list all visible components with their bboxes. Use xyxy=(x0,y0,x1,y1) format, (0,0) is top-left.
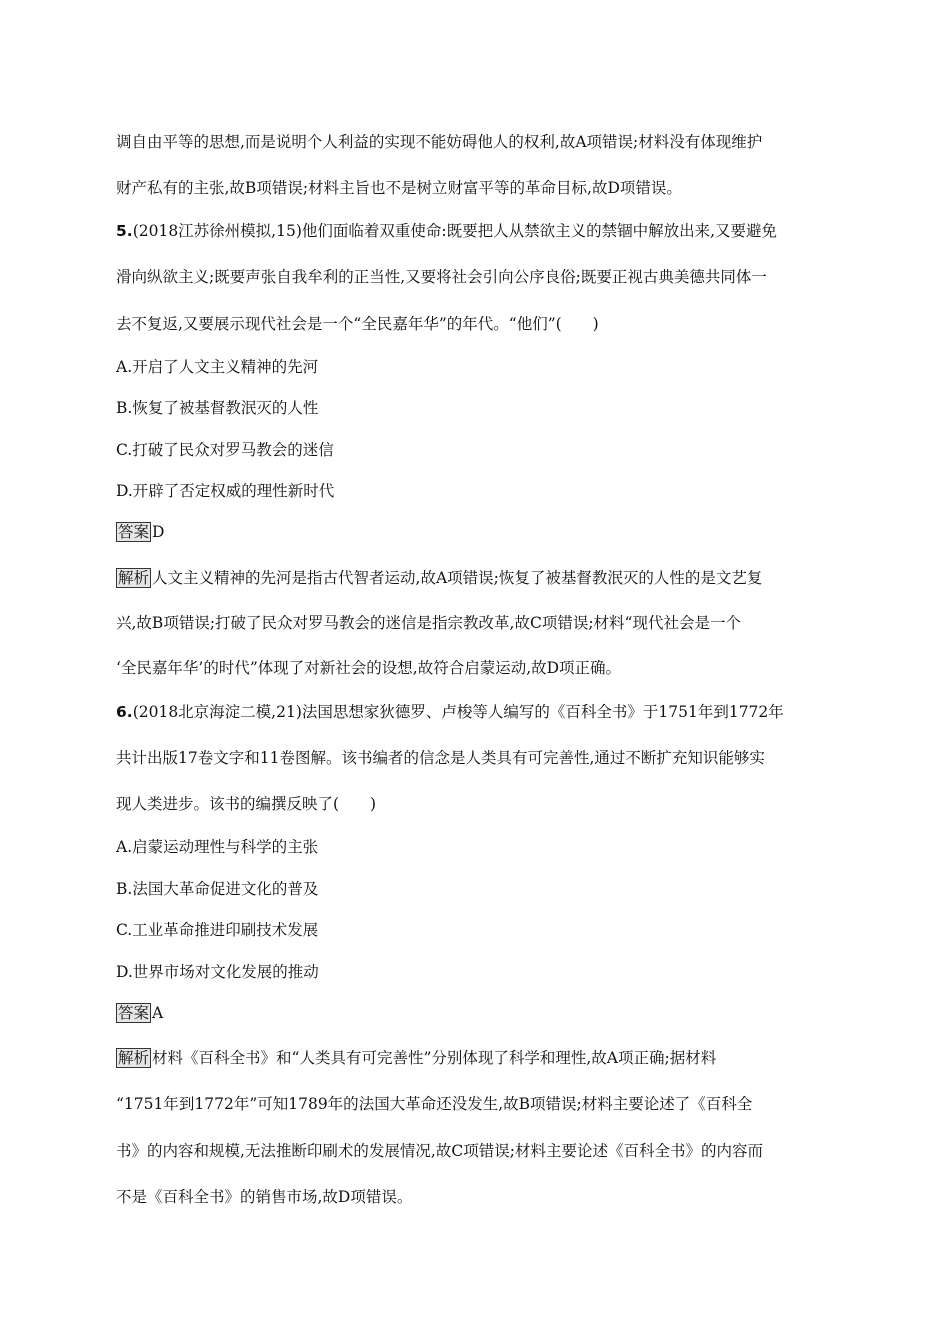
question-6-number: 6. xyxy=(116,703,133,721)
question-5-explanation-line-2: 兴,故B项错误;打破了民众对罗马教会的迷信是指宗教改革,故C项错误;材料“现代社会是一个 xyxy=(116,614,741,632)
question-6-explanation-line-1 xyxy=(116,1047,836,1069)
question-6-option-d: D.世界市场对文化发展的推动 xyxy=(116,963,319,981)
question-6-explanation-text-1: 材料《百科全书》和“人类具有可完善性”分别体现了科学和理性,故A项正确;据材料 xyxy=(152,1049,717,1067)
question-6-explanation-line-2: “1751年到1772年”可知1789年的法国大革命还没发生,故B项错误;材料主要论述了《百科全 xyxy=(116,1095,753,1113)
question-5-explanation-text-1: 人文主义精神的先河是指古代智者运动,故A项错误;恢复了被基督教泯灭的人性的是文艺复 xyxy=(152,569,763,587)
question-5-explanation-line-1 xyxy=(116,567,836,589)
question-5-stem-line-2: 滑向纵欲主义;既要声张自我牟利的正当性,又要将社会引向公序良俗;既要正视古典美德共同体一 xyxy=(116,268,767,286)
question-6-explanation-line-4: 不是《百科全书》的销售市场,故D项错误。 xyxy=(116,1188,413,1206)
prev-explanation-line-2: 财产私有的主张,故B项错误;材料主旨也不是树立财富平等的革命目标,故D项错误。 xyxy=(116,179,682,197)
question-6-option-a: A.启蒙运动理性与科学的主张 xyxy=(116,838,319,856)
question-6-explanation-line-3: 书》的内容和规模,无法推断印刷术的发展情况,故C项错误;材料主要论述《百科全书》的内容而 xyxy=(116,1142,763,1160)
question-5-option-c: C.打破了民众对罗马教会的迷信 xyxy=(116,441,334,459)
explanation-tag: 解析 xyxy=(118,569,150,587)
question-6-answer-value: A xyxy=(152,1004,164,1022)
answer-tag: 答案 xyxy=(118,1004,150,1022)
prev-explanation-line-1: 调自由平等的思想,而是说明个人利益的实现不能妨碍他人的权利,故A项错误;材料没有体现维护 xyxy=(116,133,763,151)
explanation-tag: 解析 xyxy=(118,1049,150,1067)
question-6-answer xyxy=(116,1002,836,1024)
question-5-explanation-line-3: ‘全民嘉年华’的时代”体现了对新社会的设想,故符合启蒙运动,故D项正确。 xyxy=(116,659,622,677)
question-6-stem-line-1 xyxy=(116,701,836,723)
question-6-stem-line-2: 共计出版17卷文字和11卷图解。该书编者的信念是人类具有可完善性,通过不断扩充知识能够实 xyxy=(116,749,765,767)
question-5-answer xyxy=(116,521,836,543)
question-5-option-a: A.开启了人文主义精神的先河 xyxy=(116,358,319,376)
question-5-answer-value: D xyxy=(152,523,165,541)
question-5-text-1: (2018江苏徐州模拟,15)他们面临着双重使命:既要把人从禁欲主义的禁锢中解放出来,又要避免 xyxy=(132,222,778,240)
question-6-option-b: B.法国大革命促进文化的普及 xyxy=(116,880,319,898)
answer-tag: 答案 xyxy=(118,523,150,541)
question-5-stem-line-1 xyxy=(116,220,836,242)
question-5-stem-line-3: 去不复返,又要展示现代社会是一个“全民嘉年华”的年代。“他们”( ) xyxy=(116,315,599,333)
question-5-option-d: D.开辟了否定权威的理性新时代 xyxy=(116,482,335,500)
question-5-option-b: B.恢复了被基督教泯灭的人性 xyxy=(116,399,319,417)
question-6-text-1: (2018北京海淀二模,21)法国思想家狄德罗、卢梭等人编写的《百科全书》于1751年到1772年 xyxy=(132,703,784,721)
question-6-option-c: C.工业革命推进印刷技术发展 xyxy=(116,921,319,939)
question-6-stem-line-3: 现人类进步。该书的编撰反映了( ) xyxy=(116,795,377,813)
question-5-number: 5. xyxy=(116,222,133,240)
